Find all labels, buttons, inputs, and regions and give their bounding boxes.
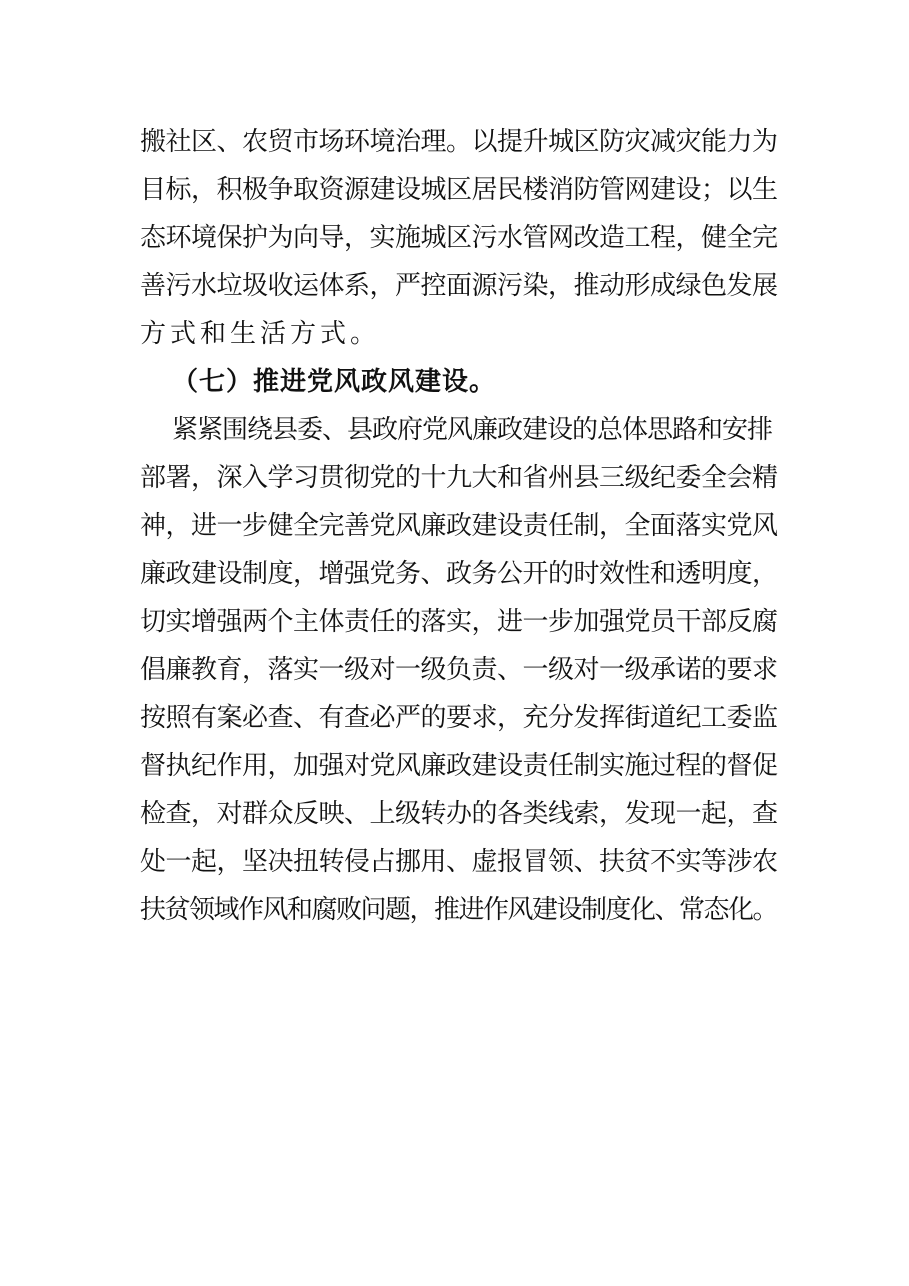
paragraph-2-line-8: 督执纪作用，加强对党风廉政建设责任制实施过程的督促	[140, 751, 778, 781]
paragraph-2-line-11: 扶贫领域作风和腐败问题，推进作风建设制度化、常态化。	[140, 895, 778, 925]
paragraph-2-line-10: 处一起，坚决扭转侵占挪用、虚报冒领、扶贫不实等涉农	[140, 847, 778, 877]
paragraph-2-line-6: 倡廉教育，落实一级对一级负责、一级对一级承诺的要求	[140, 655, 778, 685]
paragraph-2-line-2: 部署，深入学习贯彻党的十九大和省州县三级纪委全会精	[140, 463, 778, 493]
paragraph-2-line-5: 切实增强两个主体责任的落实，进一步加强党员干部反腐	[140, 607, 778, 637]
paragraph-2-line-3: 神，进一步健全完善党风廉政建设责任制，全面落实党风	[140, 511, 778, 541]
paragraph-1-line-1: 搬社区、农贸市场环境治理。以提升城区防灾减灾能力为	[140, 127, 778, 157]
paragraph-1-line-2: 目标，积极争取资源建设城区居民楼消防管网建设；以生	[140, 175, 778, 205]
paragraph-2-line-4: 廉政建设制度，增强党务、政务公开的时效性和透明度，	[140, 559, 778, 589]
paragraph-2-line-7: 按照有案必查、有查必严的要求，充分发挥街道纪工委监	[140, 703, 778, 733]
paragraph-1-line-3: 态环境保护为向导，实施城区污水管网改造工程，健全完	[140, 223, 778, 253]
section-heading: （七）推进党风政风建设。	[172, 367, 497, 397]
paragraph-1-line-4: 善污水垃圾收运体系，严控面源污染，推动形成绿色发展	[140, 271, 778, 301]
paragraph-1-line-5: 方式和生活方式。	[140, 319, 381, 349]
paragraph-2-line-9: 检查，对群众反映、上级转办的各类线索，发现一起，查	[140, 799, 778, 829]
paragraph-2-line-1: 紧紧围绕县委、县政府党风廉政建设的总体思路和安排	[172, 415, 773, 445]
